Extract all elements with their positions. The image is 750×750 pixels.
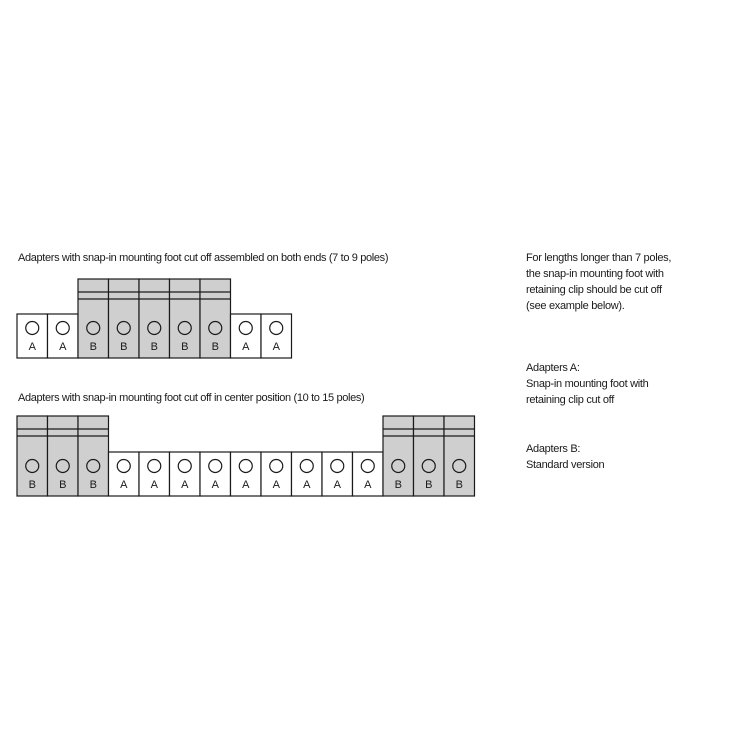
diagram2-pole-label: A [211, 479, 219, 491]
diagram2-pole-label: A [120, 479, 128, 491]
adapters-b-desc: Standard version [526, 459, 605, 471]
intro-line: For lengths longer than 7 poles, [526, 252, 672, 264]
diagram2-pole-label: B [425, 479, 433, 491]
diagram1-pole-label: A [59, 341, 67, 353]
diagram2-pole-label: A [150, 479, 158, 491]
diagram2-pole-label: A [303, 479, 311, 491]
diagram1-pole-label: A [272, 341, 280, 353]
diagram2-pole-label: A [272, 479, 280, 491]
diagram1-pole-label: B [150, 341, 158, 353]
diagram1-pole-label: B [89, 341, 97, 353]
diagram1-pole-label: B [211, 341, 219, 353]
diagram1-pole-label: B [181, 341, 189, 353]
intro-line: retaining clip should be cut off [526, 284, 662, 296]
diagram2-pole-label: B [394, 479, 402, 491]
diagram1-pole-label: B [120, 341, 128, 353]
diagram2-pole-label: A [364, 479, 372, 491]
intro-line: (see example below). [526, 300, 625, 312]
diagram2-caption: Adapters with snap-in mounting foot cut off in center position (10 to 15 poles) [18, 392, 365, 404]
adapters-a-desc-line: retaining clip cut off [526, 394, 614, 406]
adapters-b-title: Adapters B: [526, 443, 581, 455]
diagram1-caption: Adapters with snap-in mounting foot cut off assembled on both ends (7 to 9 poles) [18, 252, 389, 264]
diagram2-pole-label: B [59, 479, 67, 491]
adapters-a-desc-line: Snap-in mounting foot with [526, 378, 649, 390]
diagram2-pole-label: B [89, 479, 97, 491]
diagram2-pole-label: B [28, 479, 36, 491]
diagram1-pole-label: A [28, 341, 36, 353]
adapters-a-title: Adapters A: [526, 362, 580, 374]
diagram2-pole-label: A [242, 479, 250, 491]
diagram2-pole-label: B [455, 479, 463, 491]
diagram2-pole-label: A [181, 479, 189, 491]
intro-line: the snap-in mounting foot with [526, 268, 664, 280]
diagram2-pole-label: A [333, 479, 341, 491]
diagram1-pole-label: A [242, 341, 250, 353]
